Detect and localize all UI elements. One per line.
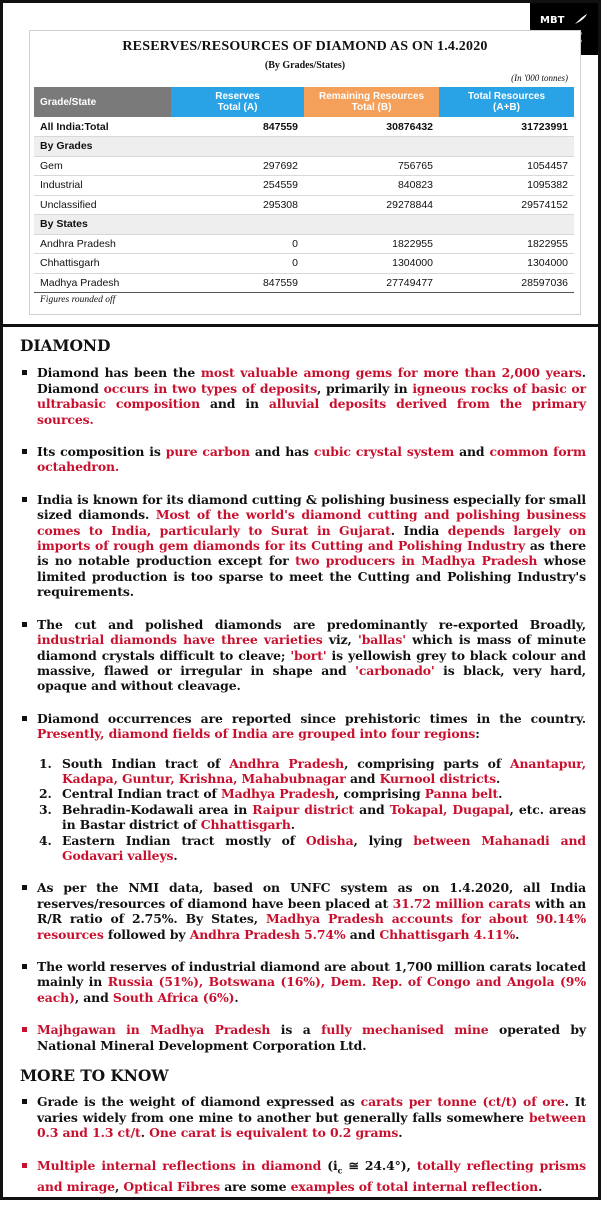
table-header-row — [34, 87, 574, 117]
main-content — [20, 338, 586, 1211]
section-divider — [0, 324, 601, 327]
row-label: Chhattisgarh — [34, 254, 171, 274]
table-row — [34, 195, 574, 215]
remaining-value: 756765 — [304, 156, 439, 176]
empty-cell — [304, 215, 439, 235]
bullet-3: India is known for its diamond cutting & polishing business especially for small sized diamonds. Most of the world's diamond cutting and polishing business comes to India, particularly to Surat in Gujarat. India depends largely on imports of rough gem diamonds for its Cutting and Polishing Industry as there is no notable production except for two producers in Madhya Pradesh whose limited production is too sparse to meet the Cutting and Polishing Industry's requirements. — [20, 492, 586, 600]
region-4: 4. Eastern Indian tract mostly of Odisha, lying between Mahanadi and Godavari valleys. — [39, 832, 586, 863]
more-bullets — [20, 1094, 586, 1194]
empty-cell — [439, 137, 574, 157]
more-to-know-heading: MORE TO KNOW — [20, 1066, 169, 1086]
empty-cell — [304, 137, 439, 157]
row-label: Madhya Pradesh — [34, 273, 171, 293]
table-row — [34, 273, 574, 293]
diamond-heading: DIAMOND — [20, 336, 111, 355]
reserves-value: 847559 — [171, 273, 304, 293]
reserves-table — [34, 87, 574, 293]
col-remaining: Remaining Resources Total (B) — [304, 87, 439, 117]
row-label: By States — [34, 215, 171, 235]
empty-cell — [171, 137, 304, 157]
remaining-value: 1822955 — [304, 234, 439, 254]
reserves-value: 847559 — [171, 117, 304, 137]
row-label: Unclassified — [34, 195, 171, 215]
reserves-value: 254559 — [171, 176, 304, 196]
bullet-2: Its composition is pure carbon and has cubic crystal system and common form octahedron. — [20, 444, 586, 475]
col-reserves: Reserves Total (A) — [171, 87, 304, 117]
col-grade-state: Grade/State — [34, 87, 171, 117]
empty-cell — [171, 215, 304, 235]
table-note: Figures rounded off — [40, 295, 116, 305]
logo-line1: MBT — [540, 15, 565, 26]
table-unit: (In '000 tonnes) — [511, 73, 568, 83]
reserves-value: 297692 — [171, 156, 304, 176]
empty-cell — [439, 215, 574, 235]
total-value: 31723991 — [439, 117, 574, 137]
row-label: Andhra Pradesh — [34, 234, 171, 254]
bullet-5 — [20, 711, 586, 864]
row-label: All India:Total — [34, 117, 171, 137]
quill-icon — [574, 13, 588, 25]
remaining-value: 30876432 — [304, 117, 439, 137]
remaining-value: 27749477 — [304, 273, 439, 293]
table-row — [34, 137, 574, 157]
total-value: 29574152 — [439, 195, 574, 215]
reserves-value: 0 — [171, 254, 304, 274]
reserves-table-panel — [29, 30, 581, 315]
bullet-6: As per the NMI data, based on UNFC system as on 1.4.2020, all India reserves/resources of diamond have been placed at 31.72 million carats with an R/R ratio of 2.75%. By States, Madhya Pradesh accounts for about 90.14% resources followed by Andhra Pradesh 5.74% and Chhattisgarh 4.11%. — [20, 880, 586, 942]
diamond-bullets — [20, 365, 586, 1053]
bullet-5-text: Diamond occurrences are reported since prehistoric times in the country. Presently, diamond fields of India are grouped into four regions: — [37, 710, 586, 742]
bullet-1: Diamond has been the most valuable among gems for more than 2,000 years. Diamond occurs in two types of deposits, primarily in igneous rocks of basic or ultrabasic composition and in alluvial deposits derived from the primary sources. — [20, 365, 586, 427]
remaining-value: 29278844 — [304, 195, 439, 215]
total-value: 1304000 — [439, 254, 574, 274]
row-label: By Grades — [34, 137, 171, 157]
bullet-10: Multiple internal reflections in diamond ($i_c$ ≅ 24.4°), totally reflecting prisms and mirage, Optical Fibres are some examples of total internal reflection. — [20, 1158, 586, 1194]
table-row — [34, 215, 574, 235]
table-row — [34, 176, 574, 196]
region-2: 2. Central Indian tract of Madhya Pradesh, comprising Panna belt. — [39, 786, 503, 802]
remaining-value: 1304000 — [304, 254, 439, 274]
table-title: RESERVES/RESOURCES OF DIAMOND AS ON 1.4.2020 — [122, 39, 488, 54]
table-body — [34, 117, 574, 293]
col-total: Total Resources (A+B) — [439, 87, 574, 117]
total-value: 1054457 — [439, 156, 574, 176]
total-value: 1822955 — [439, 234, 574, 254]
bullet-7: The world reserves of industrial diamond are about 1,700 million carats located mainly in Russia (51%), Botswana (16%), Dem. Rep. of Congo and Angola (9% each), and South Africa (6%). — [20, 959, 586, 1005]
region-3: 3. Behradin-Kodawali area in Raipur district and Tokapal, Dugapal, etc. areas in Bastar district of Chhattisgarh. — [39, 801, 586, 833]
remaining-value: 840823 — [304, 176, 439, 196]
bullet-9: Grade is the weight of diamond expressed as carats per tonne (ct/t) of ore. It varies widely from one mine to another but generally falls somewhere between 0.3 and 1.3 ct/t. One carat is equivalent to 0.2 grams. — [20, 1094, 586, 1140]
reserves-value: 0 — [171, 234, 304, 254]
table-row — [34, 117, 574, 137]
total-value: 28597036 — [439, 273, 574, 293]
region-1: 1. South Indian tract of Andhra Pradesh, comprising parts of Anantapur, Kadapa, Guntur, Krishna, Mahabubnagar and Kurnool districts. — [39, 755, 587, 786]
row-label: Industrial — [34, 176, 171, 196]
table-row — [34, 254, 574, 274]
table-row — [34, 156, 574, 176]
regions-list — [37, 756, 586, 864]
bullet-8: Majhgawan in Madhya Pradesh is a fully mechanised mine operated by National Mineral Development Corporation Ltd. — [20, 1022, 586, 1053]
bullet-4: The cut and polished diamonds are predominantly re-exported Broadly, industrial diamonds have three varieties viz, 'ballas' which is mass of minute diamond crystals difficult to cleave; 'bort' is yellowish grey to black colour and massive, flawed or irregular in shape and 'carbonado' is black, very hard, opaque and without cleavage. — [20, 617, 586, 694]
row-label: Gem — [34, 156, 171, 176]
table-subtitle: (By Grades/States) — [264, 60, 346, 71]
reserves-value: 295308 — [171, 195, 304, 215]
table-row — [34, 234, 574, 254]
total-value: 1095382 — [439, 176, 574, 196]
